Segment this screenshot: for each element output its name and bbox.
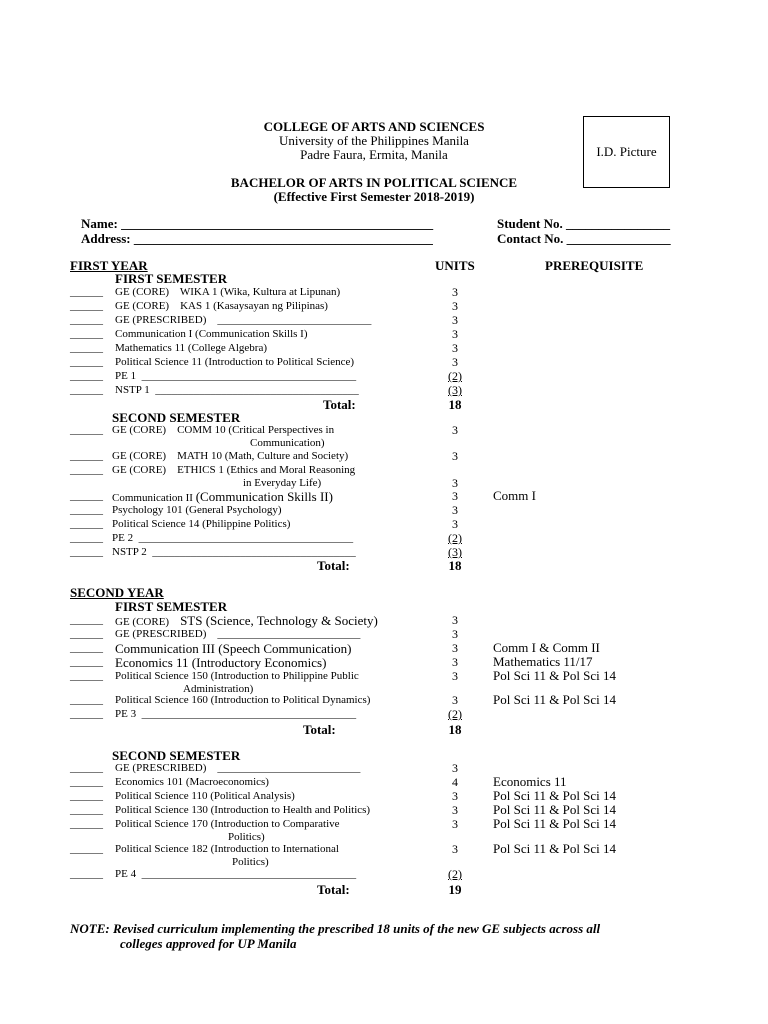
course-description xyxy=(115,804,370,817)
course-text: GE (CORE) xyxy=(115,616,181,628)
enrollment-blank[interactable]: ______ xyxy=(70,868,103,880)
course-prerequisite: Economics 11 xyxy=(493,774,567,789)
course-units: (2) xyxy=(448,707,462,721)
effective-date: (Effective First Semester 2018-2019) xyxy=(273,189,475,204)
enrollment-blank[interactable]: ______ xyxy=(70,546,103,558)
enrollment-blank[interactable]: ______ xyxy=(70,464,103,476)
course-units: 3 xyxy=(452,489,458,503)
course-text: Political Science 150 (Introduction to Philippine Public xyxy=(115,670,359,682)
enrollment-blank[interactable]: ______ xyxy=(70,776,103,788)
total-value: 19 xyxy=(448,882,462,897)
course-text: GE (CORE) KAS 1 (Kasaysayan ng Pilipinas) xyxy=(115,300,328,312)
course-description xyxy=(112,490,333,505)
course-text: GE (PRESCRIBED) __________________________ xyxy=(115,628,361,640)
course-text: GE (CORE) MATH 10 (Math, Culture and Society) xyxy=(112,450,349,462)
course-units: 3 xyxy=(452,313,458,327)
course-text: NSTP 1 _____________________________________ xyxy=(115,384,359,396)
curriculum-note: NOTE: Revised curriculum implementing the prescribed 18 units of the new GE subjects across all xyxy=(70,921,601,936)
course-units: 3 xyxy=(452,341,458,355)
enrollment-blank[interactable]: ______ xyxy=(70,656,103,668)
total-label: Total: xyxy=(303,722,336,737)
course-description-cont: Administration) xyxy=(183,683,254,695)
course-prerequisite: Comm I & Comm II xyxy=(493,640,600,655)
university-name: University of the Philippines Manila xyxy=(279,133,469,148)
course-description xyxy=(115,356,354,369)
course-text-large: (Communication Skills II) xyxy=(195,489,333,504)
course-text: Political Science 160 (Introduction to Political Dynamics) xyxy=(115,694,371,706)
course-description-cont: Politics) xyxy=(228,831,265,843)
course-units: (2) xyxy=(448,369,462,383)
course-units: 3 xyxy=(452,503,458,517)
course-units: 3 xyxy=(452,817,458,831)
course-units: (2) xyxy=(448,531,462,545)
enrollment-blank[interactable]: ______ xyxy=(70,614,103,626)
enrollment-blank[interactable]: ______ xyxy=(70,450,103,462)
course-prerequisite: Pol Sci 11 & Pol Sci 14 xyxy=(493,668,617,683)
course-units: 3 xyxy=(452,355,458,369)
course-text: Mathematics 11 (College Algebra) xyxy=(115,342,268,354)
course-description-cont: in Everyday Life) xyxy=(243,477,322,489)
course-description-cont: Politics) xyxy=(232,856,269,868)
course-description xyxy=(115,614,378,629)
program-title: BACHELOR OF ARTS IN POLITICAL SCIENCE xyxy=(230,175,518,190)
course-units: 3 xyxy=(452,669,458,683)
enrollment-blank[interactable]: ______ xyxy=(70,490,103,502)
course-description xyxy=(115,384,359,397)
course-description xyxy=(115,694,370,707)
course-description xyxy=(115,300,328,313)
course-description-cont: Communication) xyxy=(250,437,325,449)
course-units: (3) xyxy=(448,545,462,559)
id-picture-box xyxy=(583,116,670,188)
college-title: COLLEGE OF ARTS AND SCIENCES xyxy=(263,119,485,134)
curriculum-note-cont: colleges approved for UP Manila xyxy=(120,936,297,951)
course-description xyxy=(115,342,267,355)
units-header: UNITS xyxy=(435,258,475,273)
course-text: GE (CORE) WIKA 1 (Wika, Kultura at Lipunan) xyxy=(115,286,341,298)
course-description xyxy=(112,518,290,531)
enrollment-blank[interactable]: ______ xyxy=(70,790,103,802)
course-text: GE (CORE) COMM 10 (Critical Perspectives in xyxy=(112,424,335,436)
student-no-field[interactable]: Student No. ________________ xyxy=(497,216,670,231)
enrollment-blank[interactable]: ______ xyxy=(70,628,103,640)
course-description xyxy=(115,708,356,721)
course-prerequisite: Pol Sci 11 & Pol Sci 14 xyxy=(493,841,617,856)
course-text: Political Science 182 (Introduction to International xyxy=(115,843,339,855)
course-units: 3 xyxy=(452,299,458,313)
course-prerequisite: Pol Sci 11 & Pol Sci 14 xyxy=(493,816,617,831)
course-units: 3 xyxy=(452,761,458,775)
course-description xyxy=(112,504,282,517)
name-field[interactable]: Name: ________________________________________________ xyxy=(81,216,434,231)
semester-heading: SECOND SEMESTER xyxy=(112,410,241,425)
course-description xyxy=(115,843,339,856)
course-units: 3 xyxy=(452,327,458,341)
enrollment-blank[interactable]: ______ xyxy=(70,518,103,530)
enrollment-blank[interactable]: ______ xyxy=(70,342,103,354)
course-description xyxy=(115,790,295,803)
course-prerequisite: Pol Sci 11 & Pol Sci 14 xyxy=(493,788,617,803)
course-text: PE 4 _______________________________________ xyxy=(115,868,357,880)
total-label: Total: xyxy=(317,558,350,573)
course-description xyxy=(115,286,340,299)
course-units: (2) xyxy=(448,867,462,881)
course-description xyxy=(115,776,269,789)
course-text: GE (CORE) ETHICS 1 (Ethics and Moral Reasoning xyxy=(112,464,356,476)
course-description xyxy=(115,628,360,641)
course-units: 3 xyxy=(452,789,458,803)
course-prerequisite: Mathematics 11/17 xyxy=(493,654,593,669)
course-units: 3 xyxy=(452,517,458,531)
id-picture-label: I.D. Picture xyxy=(596,144,657,159)
total-value: 18 xyxy=(448,722,462,737)
course-description xyxy=(115,670,359,683)
course-text: PE 2 _______________________________________ xyxy=(112,532,354,544)
course-units: 3 xyxy=(452,476,458,490)
course-description xyxy=(115,868,356,881)
course-text: Psychology 101 (General Psychology) xyxy=(112,504,282,516)
course-text: GE (PRESCRIBED) __________________________ xyxy=(115,762,361,774)
course-text-large: STS (Science, Technology & Society) xyxy=(180,613,378,628)
total-value: 18 xyxy=(448,397,462,412)
course-description xyxy=(112,532,353,545)
course-units: 3 xyxy=(452,449,458,463)
course-units: 3 xyxy=(452,842,458,856)
enrollment-blank[interactable]: ______ xyxy=(70,384,103,396)
course-prerequisite: Pol Sci 11 & Pol Sci 14 xyxy=(493,692,617,707)
enrollment-blank[interactable]: ______ xyxy=(70,532,103,544)
course-text: Political Science 110 (Political Analysis) xyxy=(115,790,295,802)
address-field[interactable]: Address: ______________________________________________ xyxy=(81,231,433,246)
enrollment-blank[interactable]: ______ xyxy=(70,328,103,340)
contact-no-field[interactable]: Contact No. ________________ xyxy=(497,231,671,246)
total-label: Total: xyxy=(323,397,356,412)
course-description xyxy=(115,370,356,383)
enrollment-blank[interactable]: ______ xyxy=(70,424,103,436)
enrollment-blank[interactable]: ______ xyxy=(70,818,103,830)
course-text-large: Communication III (Speech Communication) xyxy=(115,641,352,656)
course-text: PE 1 _______________________________________ xyxy=(115,370,357,382)
course-text: Communication I (Communication Skills I) xyxy=(115,328,308,340)
course-description xyxy=(112,424,334,437)
enrollment-blank[interactable]: ______ xyxy=(70,670,103,682)
course-prerequisite: Pol Sci 11 & Pol Sci 14 xyxy=(493,802,617,817)
enrollment-blank[interactable]: ______ xyxy=(70,762,103,774)
course-text: Economics 101 (Macroeconomics) xyxy=(115,776,269,788)
course-text: Political Science 170 (Introduction to Comparative xyxy=(115,818,340,830)
course-description xyxy=(115,314,371,327)
course-units: 4 xyxy=(452,775,458,789)
enrollment-blank[interactable]: ______ xyxy=(70,356,103,368)
course-units: 3 xyxy=(452,693,458,707)
course-units: (3) xyxy=(448,383,462,397)
enrollment-blank[interactable]: ______ xyxy=(70,314,103,326)
year-heading: SECOND YEAR xyxy=(70,585,164,600)
enrollment-blank[interactable]: ______ xyxy=(70,804,103,816)
course-units: 3 xyxy=(452,627,458,641)
course-units: 3 xyxy=(452,803,458,817)
course-text: NSTP 2 _____________________________________ xyxy=(112,546,356,558)
semester-heading: FIRST SEMESTER xyxy=(115,271,228,286)
enrollment-blank[interactable]: ______ xyxy=(70,370,103,382)
course-units: 3 xyxy=(452,285,458,299)
course-text: GE (PRESCRIBED) ____________________________ xyxy=(115,314,372,326)
course-description xyxy=(115,656,326,671)
course-units: 3 xyxy=(452,423,458,437)
course-text: Political Science 14 (Philippine Politics) xyxy=(112,518,291,530)
course-units: 3 xyxy=(452,641,458,655)
course-description xyxy=(112,464,355,477)
enrollment-blank[interactable]: ______ xyxy=(70,286,103,298)
course-text: Political Science 130 (Introduction to Health and Politics) xyxy=(115,804,371,816)
total-value: 18 xyxy=(448,558,462,573)
year-heading: FIRST YEAR xyxy=(70,258,148,273)
university-address: Padre Faura, Ermita, Manila xyxy=(300,147,448,162)
semester-heading: FIRST SEMESTER xyxy=(115,599,228,614)
course-units: 3 xyxy=(452,655,458,669)
prerequisite-header: PREREQUISITE xyxy=(545,258,644,273)
course-description xyxy=(115,818,340,831)
enrollment-blank[interactable]: ______ xyxy=(70,300,103,312)
course-prerequisite: Comm I xyxy=(493,488,536,503)
semester-heading: SECOND SEMESTER xyxy=(112,748,241,763)
enrollment-blank[interactable]: ______ xyxy=(70,694,103,706)
course-units: 3 xyxy=(452,613,458,627)
course-description xyxy=(115,762,360,775)
enrollment-blank[interactable]: ______ xyxy=(70,843,103,855)
enrollment-blank[interactable]: ______ xyxy=(70,708,103,720)
course-text: Political Science 11 (Introduction to Political Science) xyxy=(115,356,355,368)
total-label: Total: xyxy=(317,882,350,897)
enrollment-blank[interactable]: ______ xyxy=(70,504,103,516)
enrollment-blank[interactable]: ______ xyxy=(70,642,103,654)
course-text: PE 3 _______________________________________ xyxy=(115,708,357,720)
course-text: Communication II xyxy=(112,492,196,504)
course-description xyxy=(115,328,307,341)
course-description xyxy=(112,450,348,463)
course-text-large: Economics 11 (Introductory Economics) xyxy=(115,655,327,670)
